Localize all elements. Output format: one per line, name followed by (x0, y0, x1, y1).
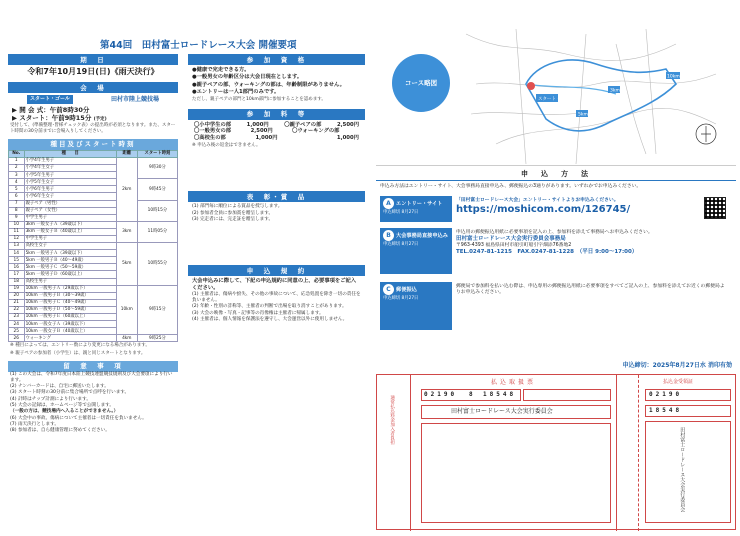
awards-heading: 表 彰・賞 品 (188, 191, 365, 202)
start-goal-marker (527, 82, 535, 90)
event-cell: 3km 一般女子Ａ（39歳以下） (24, 221, 116, 228)
event-cell: 小学4年生男子 (24, 157, 116, 164)
event-date: 令和7年10月19日(日)《雨天決行》 (27, 67, 159, 77)
event-cell: 中学生男子 (24, 214, 116, 221)
event-cell: ウォーキング (24, 335, 116, 342)
event-row (9, 157, 178, 164)
form-divider (617, 375, 639, 531)
events-note-2: ※ 親子ペアの参加者（小学生）は、親と同じスタートとなります。 (10, 351, 146, 357)
form-title-left: 払込取扱票 (491, 379, 537, 386)
qualification-section (188, 54, 365, 106)
event-cell: 9時15分 (137, 285, 177, 335)
apply-option-c-body (452, 282, 732, 330)
schedule-heading: 期 日 (8, 54, 178, 65)
caution-item: (5) 大会の記録は、ホームページ等で公開します。 (10, 402, 114, 408)
event-cell: 高校生男子 (24, 278, 116, 285)
qualification-item: ●一般男女の年齢区分は大会日現在とします。 (192, 74, 303, 81)
fees-heading: 参 加 料 等 (188, 109, 365, 120)
form-receipt-pane (639, 375, 737, 531)
schedule-section (8, 54, 178, 79)
caution-item: (6) 大会中の事故、傷病について主催者は一切責任を負いません。 (10, 415, 147, 421)
guidelines-column-left (8, 54, 178, 437)
awards-list (188, 202, 365, 225)
start-time-text: スタート：午前9時15分 (19, 113, 92, 122)
guidelines-panel (8, 40, 365, 530)
fee-amount: 1,000円 (336, 134, 359, 141)
event-cell: 小学5年生女子 (24, 179, 116, 186)
guidelines-column-right (188, 54, 365, 328)
course-map (376, 24, 736, 166)
event-cell: 5km 一般男子Ｂ（40～49歳） (24, 257, 116, 264)
event-cell: 26 (9, 335, 25, 342)
event-cell: 10km 一般男子Ａ（29歳以下） (24, 285, 116, 292)
caution-item: (4) 計時はチップ計測により行います。 (10, 396, 91, 402)
apply-option-c-label (380, 282, 452, 330)
final-deadline: 申込締切：2025年8月27日水 消印有効 (622, 362, 732, 369)
event-cell: 11時05分 (137, 221, 177, 242)
option-deadline: 申込締切 8月27日 (383, 210, 419, 215)
event-cell: 6 (9, 193, 25, 200)
event-cell: 5 (9, 186, 25, 193)
map-label-start: スタート・ゴール (538, 97, 574, 102)
venue-tag: スタート・ゴール (27, 95, 73, 103)
event-cell: 5km (116, 243, 137, 286)
apply-intro: 申込み方法はエントリー・サイト、大会事務局直接申込み、郵便振込の3通りがあります。いずれかでお申込みください。 (380, 184, 642, 189)
event-cell: 22 (9, 306, 25, 313)
event-cell: 20 (9, 292, 25, 299)
event-cell: 小学5年生男子 (24, 172, 116, 179)
office-contact: TEL.0247-81-1215 FAX.0247-81-1228 （平日 9:00～17:00） (456, 248, 638, 255)
account-check: 8 (469, 391, 476, 398)
map-label-5km: 5km (578, 112, 588, 118)
fee-label: 〇高校生の部 (194, 134, 226, 141)
map-label-3km: 3km (610, 88, 620, 94)
event-cell: 18 (9, 278, 25, 285)
postal-transfer-form (376, 374, 736, 530)
rules-list (188, 276, 365, 325)
events-table (8, 150, 178, 343)
qr-code-icon[interactable] (704, 197, 726, 219)
account-prefix: 02190 (424, 391, 458, 398)
award-item: (3) 完走者には、完走証を贈呈します。 (192, 216, 274, 222)
event-row (9, 221, 178, 228)
event-cell: 9時25分 (137, 335, 177, 342)
rules-lead: 大会申込みに際して、下記の申込規約に同意の上、必要事項をご記入ください。 (192, 278, 357, 291)
event-cell: 1 (9, 157, 25, 164)
qualification-list (188, 65, 365, 105)
receipt-detail-box (645, 421, 731, 523)
fee-amount: 1,000円 (246, 121, 269, 128)
venue-row (8, 93, 178, 105)
event-cell: 13 (9, 243, 25, 250)
events-section (8, 139, 178, 358)
event-cell: 16 (9, 264, 25, 271)
option-c-text: 郵便局で参加料を払い込む際は、申込専用の郵便振込用紙に必要事項をすべてご記入の上、参加料を添えてお近くの郵便局よりお申込みください。 (456, 284, 725, 295)
event-cell: 4 (9, 179, 25, 186)
event-cell: 10km 一般男子Ｃ（40～49歳） (24, 299, 116, 306)
form-main-pane (411, 375, 617, 531)
event-cell: 10時15分 (137, 200, 177, 221)
event-cell: 8 (9, 207, 25, 214)
event-cell: 小学6年生女子 (24, 193, 116, 200)
event-cell: 小学6年生男子 (24, 186, 116, 193)
apply-heading: 申 込 方 法 (376, 170, 736, 181)
event-cell: 5km 一般男子Ｃ（50～59歳） (24, 264, 116, 271)
option-letter: A (383, 198, 394, 209)
option-a-text: 「田村富士ロードレース大会」エントリー・サイトよりお申込みください。 (456, 198, 619, 203)
fees-note: ※ 申込み後の返金はできません。 (192, 142, 261, 148)
event-cell: 7 (9, 200, 25, 207)
event-cell: 17 (9, 271, 25, 278)
account-number: 18548 (483, 391, 517, 398)
option-title: 郵便振込 (396, 287, 417, 293)
event-cell: 15 (9, 257, 25, 264)
qualification-item: ●健康で完走できる方。 (192, 67, 250, 74)
event-row (9, 335, 178, 342)
receipt-account-prefix: 02190 (649, 391, 683, 398)
rules-item: (1) 主催者は、傷病や紛失、その他の事故について、応急処置を除き一切の責任を負いません。 (192, 292, 361, 303)
option-title: エントリー・サイト (396, 201, 443, 207)
form-side-label: 通常払込料金加入者負担 (389, 395, 395, 445)
course-map-badge: コース略図 (392, 54, 450, 112)
event-cell: 小学4年生女子 (24, 165, 116, 172)
event-cell: 2km (116, 157, 137, 221)
caution-heading: 留 意 事 項 (8, 361, 178, 372)
fee-label: 〇小中学生の部 (194, 121, 232, 128)
event-row (9, 285, 178, 292)
option-deadline: 申込締切 8月27日 (383, 242, 419, 247)
caution-item: (2) ナンバーカードは、自宅に郵送いたします。 (10, 383, 109, 389)
apply-option-a-label (380, 196, 452, 222)
event-cell: 10km 一般男子Ｂ（30～39歳） (24, 292, 116, 299)
event-cell: 14 (9, 250, 25, 257)
start-time: ▶ スタート：午前9時15分 (予定) (12, 113, 107, 122)
entry-site-link[interactable]: https://moshicom.com/126745/ (456, 203, 631, 215)
option-deadline: 申込締切 8月27日 (383, 296, 419, 301)
receipt-payee-name: 田村富士ロードレース大会実行委員会 (679, 427, 686, 512)
map-label-10km: 10km (667, 74, 680, 80)
rules-section (188, 265, 365, 325)
fees-list (188, 120, 365, 151)
apply-option-b (380, 228, 732, 274)
opening-time: ▶ 開 会 式：午前8時30分 (12, 105, 90, 114)
apply-option-a (380, 196, 732, 222)
event-cell: 10km 一般男子Ｄ（50～59歳） (24, 306, 116, 313)
events-header-row (9, 150, 178, 157)
event-cell: 24 (9, 321, 25, 328)
fee-amount: 2,500円 (336, 121, 359, 128)
events-body (9, 157, 178, 341)
event-row (9, 179, 178, 186)
option-b-text: 申込用の郵便振込用紙に必要事項を記入の上、参加料を添えて事務局へお申込みください。 (456, 230, 653, 235)
caution-section (8, 361, 178, 434)
col-distance: 距離 (116, 150, 137, 157)
event-cell: 2 (9, 165, 25, 172)
fee-row (190, 128, 363, 135)
event-cell: 25 (9, 328, 25, 335)
event-cell: 高校生女子 (24, 243, 116, 250)
event-cell: 9時30分 (137, 157, 177, 178)
fee-amount: 2,500円 (250, 128, 273, 135)
option-letter: B (383, 230, 394, 241)
fee-row (190, 135, 363, 142)
apply-option-c (380, 282, 732, 330)
award-item: (2) 参加者全員に参加賞を贈呈します。 (192, 210, 274, 216)
start-time-note: (予定) (93, 116, 107, 122)
event-row (9, 200, 178, 207)
fee-label: 〇一般男女の部 (194, 128, 232, 135)
rules-heading: 申 込 規 約 (188, 265, 365, 276)
apply-option-b-body (452, 228, 732, 274)
office-name: 田村富士ロードレース大会実行委員会事務局 (456, 235, 566, 242)
caution-item: (1) この大会は、令和7年度日本陸上競技連盟競技規則及び大会要項により行います。 (10, 371, 173, 383)
caution-important: （一般の方は、競技場内へ入ることができません。） (10, 409, 119, 415)
event-cell: 3km 一般女子Ｂ（40歳以上） (24, 228, 116, 235)
caution-item: (7) 雨天決行とします。 (10, 421, 59, 427)
col-start: スタート時刻 (137, 150, 177, 157)
col-event: 種 目 (24, 150, 116, 157)
amount-box[interactable] (523, 389, 611, 401)
event-cell: 親子ペア（女性） (24, 207, 116, 214)
event-cell: 3km (116, 221, 137, 242)
event-cell: 5km 一般男子Ｄ（60歳以上） (24, 271, 116, 278)
event-cell: 9時45分 (137, 179, 177, 200)
event-cell: 4km (116, 335, 137, 342)
events-note-1: ※ 種目によっては、エントリー数により変更になる場合があります。 (10, 343, 150, 349)
event-cell: 10km 一般男子Ｅ（60歳以上） (24, 314, 116, 321)
event-cell: 10km 一般女子Ａ（39歳以下） (24, 321, 116, 328)
fee-label: 〇親子ペアの部 (284, 121, 322, 128)
venue-note: 受付して、(準備整理･皆様チェック表）の提出時が必須となります。また、スタート時間の30分前までに会場入りしてください。 (10, 123, 176, 134)
event-cell: 12 (9, 236, 25, 243)
option-title: 大会事務局直接申込み (396, 233, 448, 239)
venue-section (8, 82, 178, 135)
col-no: No. (9, 150, 25, 157)
receipt-account-number: 18548 (649, 407, 683, 414)
award-item: (1) 部門毎に順位による賞品を授与します。 (192, 204, 283, 210)
form-title-right: 払込金受領証 (663, 379, 694, 385)
office-address: 〒963-4393 福島県田村市船引町船引字畑添76番地2 (456, 242, 572, 248)
event-row (9, 243, 178, 250)
apply-option-b-label (380, 228, 452, 274)
event-cell: 5km 一般男子Ａ（39歳以下） (24, 250, 116, 257)
fee-amount: 1,000円 (255, 134, 278, 141)
payee-name: 田村富士ロードレース大会実行委員会 (451, 408, 553, 415)
option-letter: C (383, 284, 394, 295)
event-cell: 19 (9, 285, 25, 292)
events-heading: 種目及びスタート時刻 (8, 139, 178, 150)
rules-item: (2) 年齢・性別の詐称等、主催者の判断で出場を取り消すことがあります。 (192, 304, 347, 310)
event-cell: 3 (9, 172, 25, 179)
venue-heading: 会 場 (8, 82, 178, 93)
qualification-note: ただし、親子ペアの部門と10km部門に参加することを認めます。 (192, 96, 326, 102)
venue-name: 田村市陸上競技場 (110, 95, 159, 103)
rules-item: (3) 大会の映像・写真・記事等の肖像権は主催者に帰属します。 (192, 310, 324, 316)
qualification-item: ●親子ペアの部、ウォーキングの部は、年齢制限がありません。 (192, 81, 345, 88)
rules-item: (4) 主催者は、個人情報を保護法を遵守し、大会運営以外に使用しません。 (192, 316, 348, 322)
fee-label: 〇ウォーキングの部 (292, 128, 340, 135)
event-cell: 11 (9, 228, 25, 235)
qualification-item: ●エントリーは一人1部門のみです。 (192, 88, 280, 95)
event-cell: 10時55分 (137, 243, 177, 286)
caution-item: (8) 参加者は、自ら健康管理に努めてください。 (10, 428, 110, 434)
opening-time-text: 開 会 式：午前8時30分 (19, 105, 90, 114)
fees-section (188, 109, 365, 152)
event-cell: 中学生男子 (24, 236, 116, 243)
caution-item: (3) スタート時刻の30分前に集合場所で点呼を行います。 (10, 390, 130, 396)
form-side-pane (377, 375, 411, 531)
event-cell: 10km 一般女子Ｂ（40歳以上） (24, 328, 116, 335)
event-cell: 10km (116, 285, 137, 335)
qualification-heading: 参 加 資 格 (188, 54, 365, 65)
event-cell: 親子ペア（男性） (24, 200, 116, 207)
apply-option-a-body (452, 196, 732, 222)
event-cell: 23 (9, 314, 25, 321)
awards-section (188, 191, 365, 225)
event-cell: 21 (9, 299, 25, 306)
application-panel (376, 24, 736, 530)
event-cell: 10 (9, 221, 25, 228)
event-cell: 9 (9, 214, 25, 221)
applicant-info-box[interactable] (421, 423, 611, 523)
page-title: 第44回 田村富士ロードレース大会 開催要項 (100, 40, 297, 51)
